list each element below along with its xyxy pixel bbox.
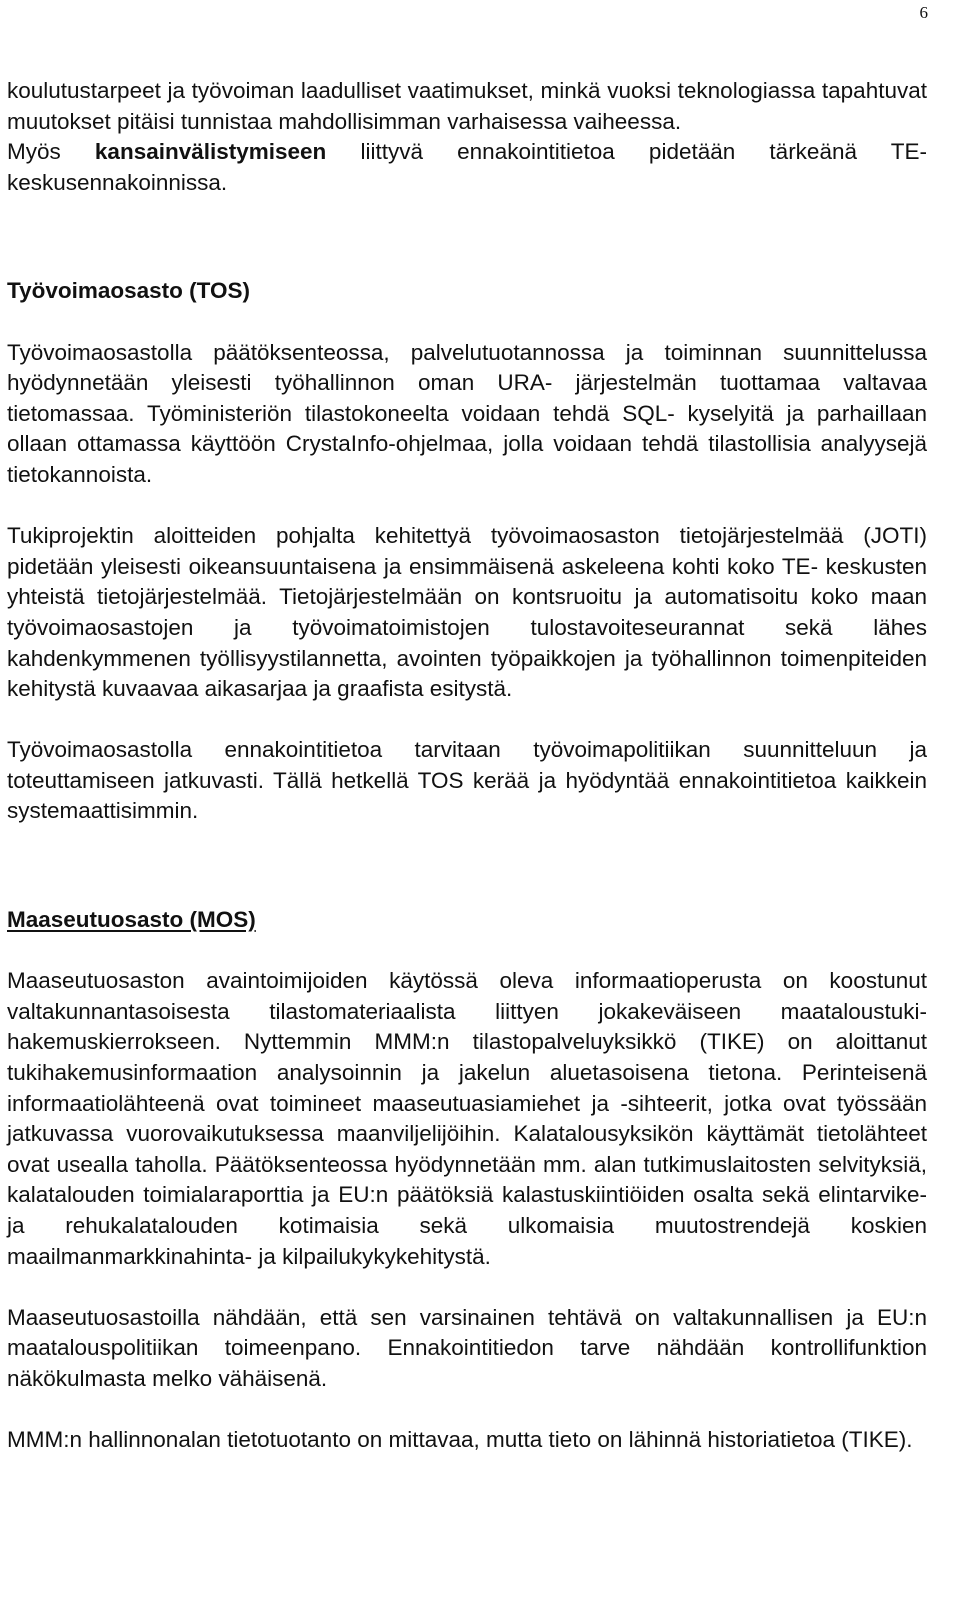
mos-paragraph-1: Maaseutuosaston avaintoimijoiden käytössä oleva informaatioperusta on koostunut valtakunnantasoisesta tilastomateriaalista liittyen jokakeväiseen maataloustuki-hakemuskierrokseen. Nyttemmin MMM:n tilastopalveluyksikkö (TIKE) on aloittanut tukihakemusinformaation analysoinnin ja jakelun aluetasoisena tietona. Perinteisenä informaatiolähteenä ovat toimineet maaseutuasiamiehet ja -sihteerit, jotka ovat työssään jatkuvassa vuorovaikutuksessa maanviljelijöihin. Kalatalousyksikön käyttämät tietolähteet ovat usealla taholla. Päätöksenteossa hyödynnetään mm. alan tutkimuslaitosten selvityksiä, kalatalouden toimialaraporttia ja EU:n päätöksiä kalastuskiintiöiden osalta sekä elintarvike- ja rehukalatalouden kotimaisia sekä ulkomaisia muutostrendejä koskien maailmanmarkkinahinta- ja kilpailukykykehitystä. <box>7 968 927 1269</box>
intro-text-before: Myös <box>7 139 95 165</box>
mos-paragraph-2: Maaseutuosastoilla nähdään, että sen varsinainen tehtävä on valtakunnallisen ja EU:n maatalouspolitiikan toimeenpano. Ennakointitiedon tarve nähdään kontrollifunktion näkökulmasta melko vähäisenä. <box>7 1304 927 1391</box>
section-heading-tos: Työvoimaosasto (TOS) <box>7 278 250 304</box>
tos-paragraph-1: Työvoimaosastolla päätöksenteossa, palvelutuotannossa ja toiminnan suunnittelussa hyödynnetään yleisesti työhallinnon oman URA- järjestelmän tuottamaa valtavaa tietomassaa. Työministeriön tilastokoneelta voidaan tehdä SQL- kyselyitä ja parhaillaan ollaan ottamassa käyttöön CrystaInfo-ohjelmaa, jolla voidaan tehdä tilastollisia analyysejä tietokannoista. <box>7 339 927 487</box>
intro-paragraph-1: koulutustarpeet ja työvoiman laadulliset vaatimukset, minkä vuoksi teknologiassa tapahtuvat muutokset pitäisi tunnistaa mahdollisimman varhaisessa vaiheessa. <box>7 78 927 134</box>
document-body <box>7 76 927 1456</box>
page-number: 6 <box>919 3 928 22</box>
tos-paragraph-2: Tukiprojektin aloitteiden pohjalta kehitettyä työvoimaosaston tietojärjestelmää (JOTI) pidetään yleisesti oikeansuuntaisena ja ensimmäisenä askeleena kohti koko TE- keskusten yhteistä tietojärjestelmää. Tietojärjestelmään on kontsruoitu ja automatisoitu koko maan työvoimaosastojen ja työvoimatoimistojen tulostavoiteseurannat sekä lähes kahdenkymmenen työllisyystilannetta, avointen työpaikkojen ja työhallinnon toimenpiteiden kehitystä kuvaavaa aikasarjaa ja graafista esitystä. <box>7 523 927 702</box>
mos-paragraph-3: MMM:n hallinnonalan tietotuotanto on mittavaa, mutta tieto on lähinnä historiatietoa (TIKE). <box>7 1427 913 1453</box>
intro-paragraph-2 <box>7 137 927 198</box>
section-heading-mos: Maaseutuosasto (MOS) <box>7 907 256 933</box>
intro-bold-term: kansainvälistymiseen <box>94 139 327 165</box>
tos-paragraph-3: Työvoimaosastolla ennakointitietoa tarvitaan työvoimapolitiikan suunnitteluun ja toteuttamiseen jatkuvasti. Tällä hetkellä TOS kerää ja hyödyntää ennakointitietoa kaikkein systemaattisimmin. <box>7 737 927 824</box>
intro-text-after: liittyvä ennakointitietoa pidetään tärkeänä TE-keskusennakoinnissa. <box>7 139 927 195</box>
